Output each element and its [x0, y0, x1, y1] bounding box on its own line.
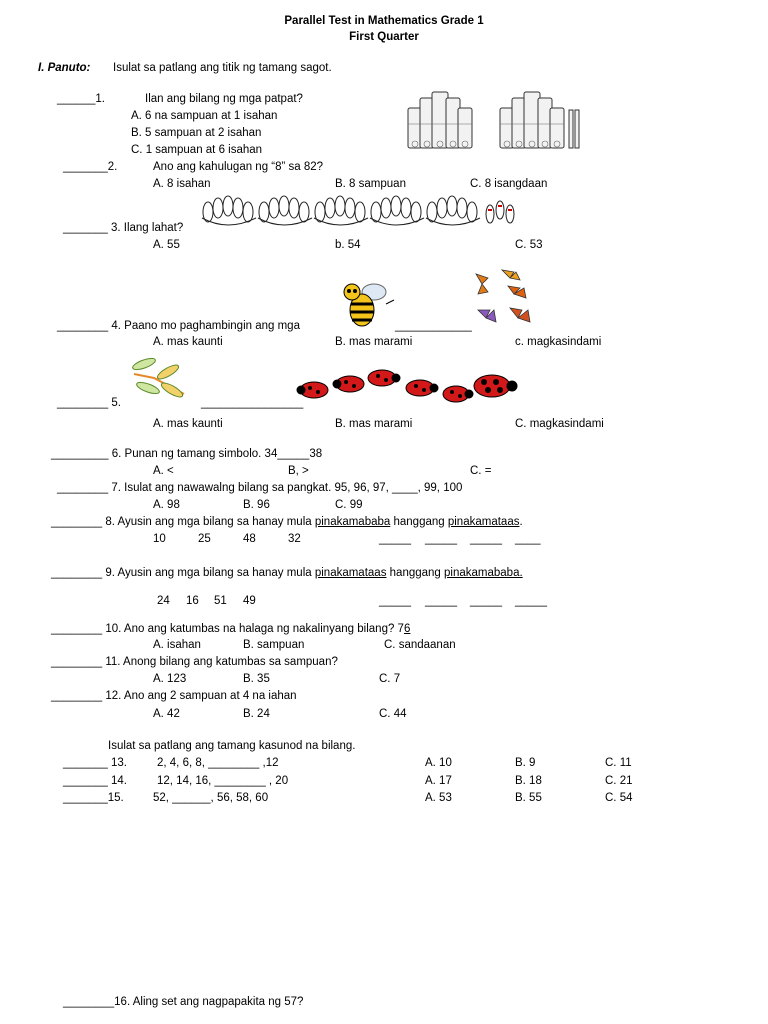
q8-underlined-lowest: pinakamababa — [314, 516, 391, 528]
q15-sequence: 52, ______, 56, 58, 60 — [153, 792, 269, 804]
q4-choice-b: B. mas marami — [335, 336, 413, 348]
q4-blank-after: ____________ — [395, 320, 472, 332]
q14-choice-c: C. 21 — [605, 775, 633, 787]
q11-question: ________ 11. Anong bilang ang katumbas sa sampuan? — [51, 656, 338, 668]
q10-question: ________ 10. Ano ang katumbas na halaga ng nakalinyang bilang? 76 — [51, 623, 411, 635]
q10-choice-c: C. sandaanan — [384, 639, 456, 651]
q4-choice-c: c. magkasindami — [515, 336, 602, 348]
q15-choice-b: B. 55 — [515, 792, 542, 804]
q12-choice-b: B. 24 — [243, 708, 270, 720]
q8-answer-blank: _____ — [425, 533, 457, 545]
q11-choice-a: A. 123 — [153, 673, 187, 685]
q7-question: ________ 7. Isulat ang nawawalng bilang sa pangkat. 95, 96, 97, ____, 99, 100 — [57, 482, 463, 494]
q8-answer-blank: ____ — [515, 533, 541, 545]
q5-choice-c: C. magkasindami — [515, 418, 604, 430]
q2-question: Ano ang kahulugan ng “8” sa 82? — [153, 161, 324, 173]
q12-question: ________ 12. Ano ang 2 sampuan at 4 na iahan — [51, 690, 297, 702]
q9-underlined-highest: pinakamataas — [314, 567, 387, 579]
q2-choice-a: A. 8 isahan — [153, 178, 211, 190]
q9-question: ________ 9. Ayusin ang mga bilang sa hanay mula pinakamataas hanggang pinakamababa. — [51, 567, 523, 579]
q5-blank-after: ________________ — [201, 397, 304, 409]
instructions-label: I. Panuto: — [38, 62, 91, 74]
bee-image — [338, 280, 396, 332]
q8-number: 25 — [198, 533, 211, 545]
sequence-instructions: Isulat sa patlang ang tamang kasunod na bilang. — [108, 740, 356, 752]
ladybugs-image — [296, 366, 528, 406]
q8-number: 10 — [153, 533, 166, 545]
q1-choice-b: B. 5 sampuan at 2 isahan — [131, 127, 262, 139]
q15-blank: _______15. — [63, 792, 124, 804]
q13-blank: _______ 13. — [63, 757, 127, 769]
q9-answer-blank: _____ — [379, 595, 411, 607]
q9-number: 51 — [214, 595, 227, 607]
q15-choice-c: C. 54 — [605, 792, 633, 804]
q9-number: 16 — [186, 595, 199, 607]
q2-choice-c: C. 8 isangdaan — [470, 178, 548, 190]
q13-choice-a: A. 10 — [425, 757, 452, 769]
page-title: Parallel Test in Mathematics Grade 1 — [284, 15, 484, 27]
q12-choice-a: A. 42 — [153, 708, 180, 720]
q14-choice-a: A. 17 — [425, 775, 452, 787]
stick-bundles-image — [404, 88, 584, 154]
q1-blank: ______1. — [57, 93, 105, 105]
q5-choice-a: A. mas kaunti — [153, 418, 223, 430]
dragonflies-image — [124, 354, 190, 410]
q7-choice-c: C. 99 — [335, 499, 363, 511]
q9-underlined-lowest: pinakamababa. — [444, 567, 523, 579]
q7-choice-a: A. 98 — [153, 499, 180, 511]
instructions-text: Isulat sa patlang ang titik ng tamang sagot. — [113, 62, 332, 74]
q10-underlined-digit: 6 — [403, 623, 411, 635]
q4-question: ________ 4. Paano mo paghambingin ang mga — [57, 320, 300, 332]
q16-question: ________16. Aling set ang nagpapakita ng 57? — [63, 996, 304, 1008]
q2-choice-b: B. 8 sampuan — [335, 178, 406, 190]
q14-choice-b: B. 18 — [515, 775, 542, 787]
q3-choice-c: C. 53 — [515, 239, 543, 251]
q9-answer-blank: _____ — [515, 595, 547, 607]
q8-underlined-highest: pinakamataas — [447, 516, 520, 528]
q1-choice-a: A. 6 na sampuan at 1 isahan — [131, 110, 278, 122]
q8-answer-blank: _____ — [470, 533, 502, 545]
q8-number: 32 — [288, 533, 301, 545]
bowling-pins-image — [200, 188, 520, 230]
q1-question: Ilan ang bilang ng mga patpat? — [145, 93, 303, 105]
q13-choice-c: C. 11 — [605, 757, 632, 769]
q12-choice-c: C. 44 — [379, 708, 407, 720]
q6-question: _________ 6. Punan ng tamang simbolo. 34_____38 — [51, 448, 323, 460]
q9-number: 24 — [157, 595, 170, 607]
q10-choice-a: A. isahan — [153, 639, 201, 651]
q8-number: 48 — [243, 533, 256, 545]
q9-number: 49 — [243, 595, 256, 607]
q7-choice-b: B. 96 — [243, 499, 270, 511]
q6-choice-b: B, > — [288, 465, 309, 477]
q8-answer-blank: _____ — [379, 533, 411, 545]
q9-answer-blank: _____ — [470, 595, 502, 607]
q3-choice-a: A. 55 — [153, 239, 180, 251]
q3-question: _______ 3. Ilang lahat? — [63, 222, 184, 234]
q14-blank: _______ 14. — [63, 775, 127, 787]
q10-choice-b: B. sampuan — [243, 639, 305, 651]
q2-blank: _______2. — [63, 161, 118, 173]
q3-choice-b: b. 54 — [335, 239, 361, 251]
page-subtitle: First Quarter — [349, 31, 419, 43]
q15-choice-a: A. 53 — [425, 792, 452, 804]
butterflies-image — [474, 268, 536, 330]
q5-choice-b: B. mas marami — [335, 418, 413, 430]
q6-choice-c: C. = — [470, 465, 492, 477]
q8-question: ________ 8. Ayusin ang mga bilang sa hanay mula pinakamababa hanggang pinakamataas. — [51, 516, 523, 528]
q9-answer-blank: _____ — [425, 595, 457, 607]
q13-choice-b: B. 9 — [515, 757, 536, 769]
q11-choice-b: B. 35 — [243, 673, 270, 685]
q5-question: ________ 5. — [57, 397, 121, 409]
q14-sequence: 12, 14, 16, ________ , 20 — [157, 775, 289, 787]
q4-choice-a: A. mas kaunti — [153, 336, 223, 348]
q1-choice-c: C. 1 sampuan at 6 isahan — [131, 144, 263, 156]
q13-sequence: 2, 4, 6, 8, ________ ,12 — [157, 757, 279, 769]
q11-choice-c: C. 7 — [379, 673, 401, 685]
q6-choice-a: A. < — [153, 465, 174, 477]
